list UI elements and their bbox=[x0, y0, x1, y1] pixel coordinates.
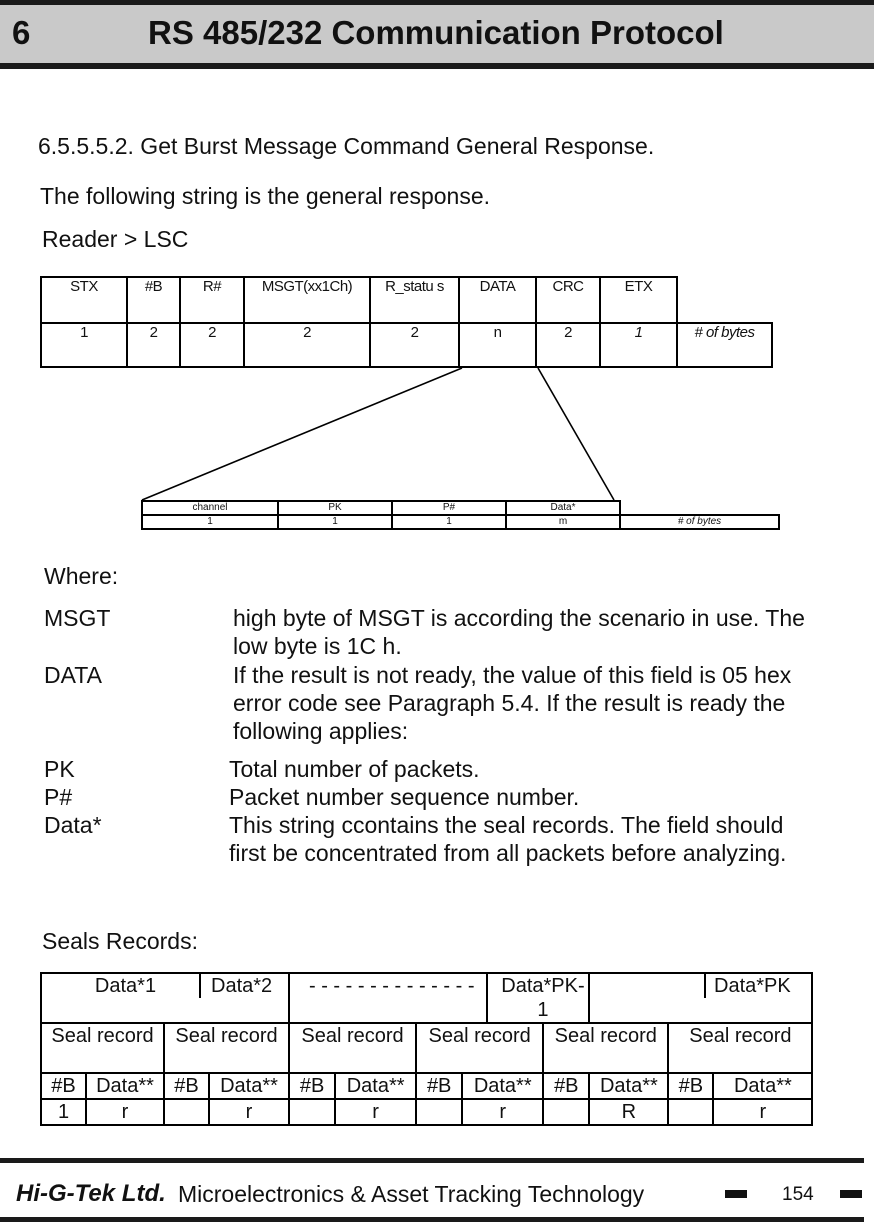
frame-header-cell: DATA bbox=[459, 277, 536, 323]
footer-bottom-rule bbox=[0, 1217, 864, 1222]
seal-value-cell bbox=[416, 1099, 462, 1125]
frame-header-cell: CRC bbox=[536, 277, 600, 323]
data-header-cell: channel bbox=[142, 501, 278, 515]
frame-size-cell: 2 bbox=[536, 323, 600, 367]
frame-header-cell: STX bbox=[41, 277, 127, 323]
frame-size-cell: 1 bbox=[41, 323, 127, 367]
seals-table bbox=[40, 972, 813, 1126]
def-term-pnum: P# bbox=[44, 784, 73, 810]
company-name: Hi-G-Tek Ltd. bbox=[16, 1180, 166, 1207]
seal-field-cell: #B bbox=[416, 1073, 462, 1099]
seal-data-2: Data*2 bbox=[211, 975, 273, 997]
seal-field-cell: Data** bbox=[713, 1073, 812, 1099]
data-size-cell: 1 bbox=[142, 515, 278, 529]
seal-record-cell: Seal record bbox=[41, 1023, 164, 1073]
def-desc-msgt: high byte of MSGT is according the scenario in use. The low byte is 1C h. bbox=[233, 605, 805, 659]
seal-value-cell: r bbox=[86, 1099, 164, 1125]
company-tagline: Microelectronics & Asset Tracking Technology bbox=[178, 1181, 645, 1207]
seal-data-pk-1: Data*PK-1 bbox=[501, 975, 585, 1021]
page-dash-left bbox=[725, 1190, 747, 1198]
seals-label: Seals Records: bbox=[42, 928, 198, 954]
seal-field-cell: Data** bbox=[335, 1073, 416, 1099]
chapter-number: 6 bbox=[12, 14, 31, 51]
seal-data-pk: Data*PK bbox=[714, 975, 791, 997]
seal-field-cell: Data** bbox=[462, 1073, 543, 1099]
seal-value-cell: r bbox=[335, 1099, 416, 1125]
data-size-cell: 1 bbox=[392, 515, 506, 529]
frame-size-cell: 2 bbox=[127, 323, 180, 367]
frame-header-cell: R_statu s bbox=[370, 277, 459, 323]
data-subtable bbox=[141, 500, 780, 530]
def-term-pk: PK bbox=[44, 756, 75, 782]
seal-value-cell bbox=[289, 1099, 335, 1125]
def-desc-pk: Total number of packets. bbox=[229, 756, 480, 782]
seal-data-ellipsis: - - - - - - - - - - - - - - bbox=[290, 974, 488, 1022]
data-size-cell: m bbox=[506, 515, 620, 529]
direction-text: Reader > LSC bbox=[42, 226, 189, 252]
seal-field-cell: #B bbox=[289, 1073, 335, 1099]
def-desc-data: If the result is not ready, the value of this field is 05 hex error code see Paragraph 5.4. If the result is ready the following applies: bbox=[233, 662, 792, 744]
seal-data-1: Data*1 bbox=[42, 974, 201, 998]
seal-field-cell: Data** bbox=[86, 1073, 164, 1099]
frame-header-cell: R# bbox=[180, 277, 244, 323]
def-desc-pnum: Packet number sequence number. bbox=[229, 784, 580, 810]
seal-field-cell: #B bbox=[543, 1073, 589, 1099]
seal-value-cell bbox=[543, 1099, 589, 1125]
frame-header-cell: MSGT(xx1Ch) bbox=[244, 277, 370, 323]
frame-size-cell: n bbox=[459, 323, 536, 367]
seal-value-cell: 1 bbox=[41, 1099, 86, 1125]
page-title: RS 485/232 Communication Protocol bbox=[148, 14, 724, 51]
frame-size-cell: 2 bbox=[370, 323, 459, 367]
seal-value-cell: r bbox=[209, 1099, 289, 1125]
seal-value-cell bbox=[164, 1099, 209, 1125]
section-heading: 6.5.5.5.2. Get Burst Message Command General Response. bbox=[38, 133, 655, 159]
footer-top-rule bbox=[0, 1158, 864, 1163]
frame-header-cell: #B bbox=[127, 277, 180, 323]
def-desc-datastar: This string ccontains the seal records. The field should first be concentrated from all packets before analyzing. bbox=[229, 812, 787, 866]
data-header-cell: Data* bbox=[506, 501, 620, 515]
seal-value-cell: R bbox=[589, 1099, 668, 1125]
seal-value-cell bbox=[668, 1099, 713, 1125]
seal-value-cell: r bbox=[713, 1099, 812, 1125]
seal-row1-divider bbox=[704, 972, 706, 998]
seal-field-cell: #B bbox=[164, 1073, 209, 1099]
seal-record-cell: Seal record bbox=[543, 1023, 668, 1073]
expansion-line-right bbox=[538, 368, 614, 500]
def-term-data: DATA bbox=[44, 662, 102, 688]
frame-size-cell: 2 bbox=[244, 323, 370, 367]
seal-record-cell: Seal record bbox=[289, 1023, 416, 1073]
page-dash-right bbox=[840, 1190, 862, 1198]
intro-text: The following string is the general response. bbox=[40, 183, 491, 209]
seal-record-cell: Seal record bbox=[668, 1023, 812, 1073]
def-term-msgt: MSGT bbox=[44, 605, 111, 631]
data-header-cell: P# bbox=[392, 501, 506, 515]
page-number: 154 bbox=[782, 1184, 814, 1205]
frame-size-cell: # of bytes bbox=[677, 323, 772, 367]
seal-value-cell: r bbox=[462, 1099, 543, 1125]
frame-size-cell: 1 bbox=[600, 323, 677, 367]
data-size-cell: 1 bbox=[278, 515, 392, 529]
data-size-cell: # of bytes bbox=[620, 515, 779, 529]
data-header-cell: PK bbox=[278, 501, 392, 515]
seal-field-cell: Data** bbox=[589, 1073, 668, 1099]
expansion-line-left bbox=[142, 368, 462, 500]
frame-header-cell: ETX bbox=[600, 277, 677, 323]
seal-record-cell: Seal record bbox=[164, 1023, 289, 1073]
frame-size-cell: 2 bbox=[180, 323, 244, 367]
seal-field-cell: #B bbox=[668, 1073, 713, 1099]
def-term-datastar: Data* bbox=[44, 812, 102, 838]
seal-field-cell: Data** bbox=[209, 1073, 289, 1099]
seal-record-cell: Seal record bbox=[416, 1023, 543, 1073]
where-label: Where: bbox=[44, 563, 119, 589]
seal-field-cell: #B bbox=[41, 1073, 86, 1099]
